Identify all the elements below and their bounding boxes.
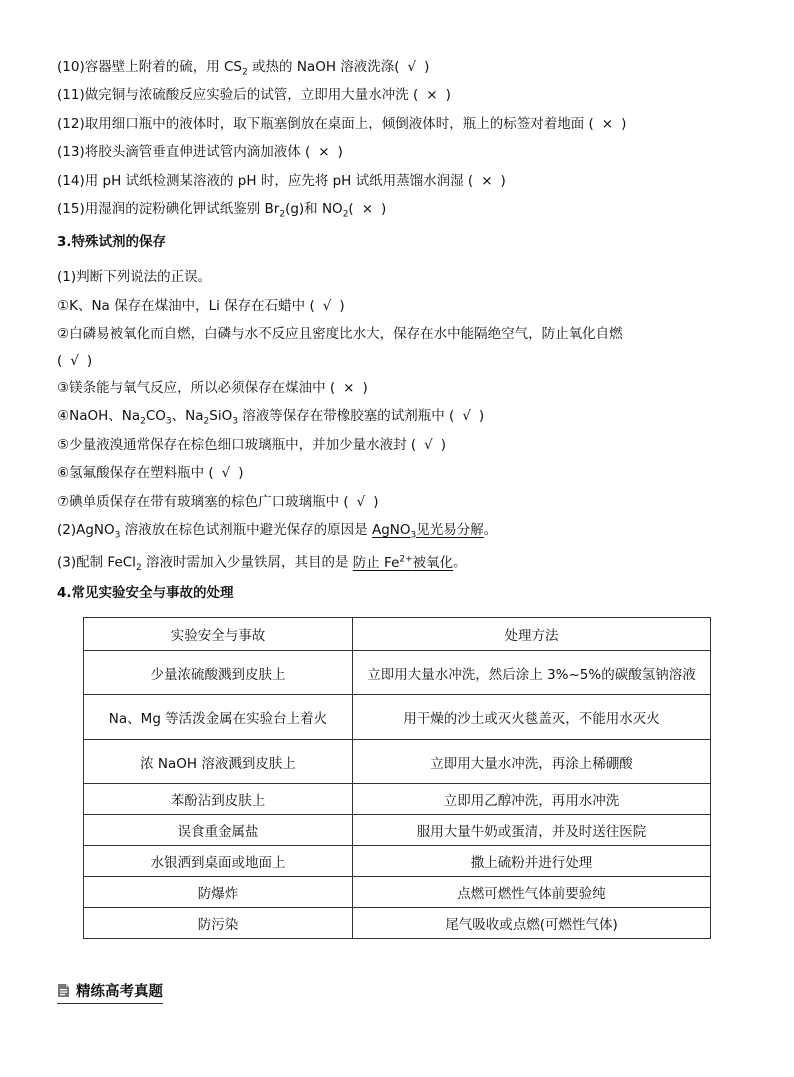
section-3-heading: 3.特殊试剂的保存 — [57, 234, 167, 250]
table-cell: 苯酚沾到皮肤上 — [84, 784, 353, 815]
table-row — [84, 815, 711, 846]
table-cell: 用干燥的沙土或灭火毯盖灭，不能用水灭火 — [353, 695, 711, 740]
answer-mark: √ — [407, 59, 417, 75]
item-13: (13)将胶头滴管垂直伸进试管内滴加液体 ( × ) — [57, 144, 343, 160]
answer-mark: √ — [462, 408, 471, 424]
answer-text: AgNO$_3$见光易分解 — [371, 522, 484, 541]
item-15: (15)用湿润的淀粉碘化钾试纸鉴别 $Br_2(g)$和 $NO_2$( × ) — [57, 201, 387, 220]
storage-item-4: ④NaOH、$Na_2CO_3$、$Na_2SiO_3$ 溶液等保存在带橡胶塞的试剂瓶中 ( √ ) — [57, 408, 485, 427]
answer-mark: × — [426, 87, 438, 103]
storage-item-2-line1: ②白磷易被氧化而自燃，白磷与水不反应且密度比水大，保存在水中能隔绝空气，防止氧化自燃 — [57, 326, 623, 342]
section-title-practice — [57, 980, 163, 1004]
table-row — [84, 877, 711, 908]
table-row — [84, 846, 711, 877]
item-14: (14)用 pH 试纸检测某溶液的 pH 时，应先将 pH 试纸用蒸馏水润湿 ( × ) — [57, 173, 506, 189]
table-header-row — [84, 618, 711, 651]
answer-mark: × — [343, 380, 355, 396]
table-row — [84, 908, 711, 939]
storage-item-7: ⑦碘单质保存在带有玻璃塞的棕色广口玻璃瓶中 ( √ ) — [57, 494, 379, 510]
table-cell: 尾气吸收或点燃(可燃性气体) — [353, 908, 711, 939]
answer-mark: × — [601, 116, 614, 132]
answer-mark: √ — [424, 437, 433, 453]
section-3-intro: (1)判断下列说法的正误。 — [57, 269, 212, 285]
table-row — [84, 695, 711, 740]
storage-item-5: ⑤少量液溴通常保存在棕色细口玻璃瓶中，并加少量水液封 ( √ ) — [57, 437, 447, 453]
table-row — [84, 784, 711, 815]
storage-item-6: ⑥氢氟酸保存在塑料瓶中 ( √ ) — [57, 465, 244, 481]
table-cell: 立即用大量水冲洗，再涂上稀硼酸 — [353, 740, 711, 784]
table-row — [84, 740, 711, 784]
storage-item-2-line2: ( √ ) — [57, 353, 93, 369]
table-row — [84, 651, 711, 695]
table-cell: 立即用大量水冲洗，然后涂上 3%~5%的碳酸氢钠溶液 — [353, 651, 711, 695]
table-cell: Na、Mg 等活泼金属在实验台上着火 — [84, 695, 353, 740]
answer-mark: √ — [356, 494, 366, 510]
document-icon — [57, 983, 70, 998]
question-3: (3)配制 FeCl$_2$ 溶液时需加入少量铁屑，其目的是 防止 $Fe^{2+}$被氧化。 — [57, 554, 467, 574]
answer-text: 防止 $Fe^{2+}$被氧化 — [352, 554, 454, 571]
table-cell: 撒上硫粉并进行处理 — [353, 846, 711, 877]
storage-item-3: ③镁条能与氧气反应，所以必须保存在煤油中 ( × ) — [57, 380, 368, 396]
section-4-heading: 4.常见实验安全与事故的处理 — [57, 585, 234, 601]
answer-mark: √ — [70, 353, 79, 369]
table-cell: 防爆炸 — [84, 877, 353, 908]
answer-mark: × — [361, 201, 374, 217]
table-cell: 水银洒到桌面或地面上 — [84, 846, 353, 877]
storage-item-1: ①K、Na 保存在煤油中，Li 保存在石蜡中 ( √ ) — [57, 298, 345, 314]
safety-table — [83, 617, 711, 939]
answer-mark: √ — [221, 465, 231, 481]
answer-mark: × — [318, 144, 330, 160]
table-cell: 点燃可燃性气体前要验纯 — [353, 877, 711, 908]
header-cell: 处理方法 — [353, 618, 711, 651]
table-cell: 防污染 — [84, 908, 353, 939]
header-cell: 实验安全与事故 — [84, 618, 353, 651]
question-2: (2)AgNO$_3$ 溶液放在棕色试剂瓶中避光保存的原因是 AgNO$_3$见光易分解。 — [57, 522, 498, 541]
table-cell: 少量浓硫酸溅到皮肤上 — [84, 651, 353, 695]
answer-mark: √ — [322, 298, 332, 314]
table-cell: 误食重金属盐 — [84, 815, 353, 846]
item-11: (11)做完铜与浓硫酸反应实验后的试管，立即用大量水冲洗 ( × ) — [57, 87, 451, 103]
table-cell: 浓 NaOH 溶液溅到皮肤上 — [84, 740, 353, 784]
table-cell: 立即用乙醇冲洗，再用水冲洗 — [353, 784, 711, 815]
table-cell: 服用大量牛奶或蛋清，并及时送往医院 — [353, 815, 711, 846]
answer-mark: × — [481, 173, 493, 189]
item-10: (10)容器壁上附着的硫，用 $CS_2$ 或热的 NaOH 溶液洗涤( √ ) — [57, 59, 430, 78]
footer-title-text: 精练高考真题 — [76, 984, 163, 1000]
item-12: (12)取用细口瓶中的液体时，取下瓶塞倒放在桌面上，倾倒液体时，瓶上的标签对着地面 ( × ) — [57, 116, 627, 132]
